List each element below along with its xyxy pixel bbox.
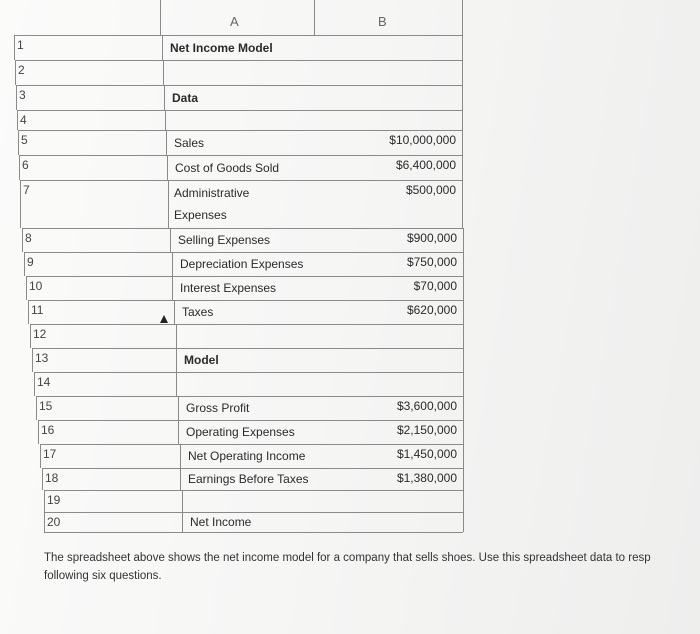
cell-label[interactable]: Net Income [190,515,252,529]
grid-line [15,60,462,61]
grid-line [463,396,464,420]
row-number[interactable]: 18 [45,471,59,485]
grid-line [463,228,464,252]
grid-line [463,372,464,396]
row-number[interactable]: 13 [35,351,49,365]
grid-line [18,130,462,131]
grid-line [176,324,177,348]
row-number[interactable]: 16 [41,423,55,437]
instructions-paragraph [44,549,700,585]
column-header-b[interactable]: B [378,14,387,29]
grid-line [462,180,463,228]
grid-line [42,468,463,469]
grid-line [176,372,177,396]
cell-value[interactable]: $10,000,000 [389,133,456,147]
grid-line [463,252,464,276]
grid-line [16,85,462,86]
instructions-line-2: following six questions. [44,570,162,582]
grid-line [462,35,463,60]
cell-value[interactable]: $6,400,000 [395,158,456,172]
grid-line [26,276,27,300]
grid-line [44,532,463,533]
grid-line [463,490,464,512]
grid-line [167,155,168,180]
grid-line [462,110,463,130]
grid-line [26,276,463,277]
grid-line [44,512,463,513]
grid-line [22,228,23,252]
row-number[interactable]: 14 [37,375,51,389]
row-number[interactable]: 9 [27,255,34,269]
grid-line [44,490,45,512]
row-number[interactable]: 15 [39,399,53,413]
row-number[interactable]: 2 [18,63,25,77]
cell-label[interactable]: Cost of Goods Sold [175,160,280,175]
grid-line [38,420,463,421]
grid-line [17,110,462,111]
grid-line [17,110,18,130]
grid-line [162,35,163,60]
grid-line [182,512,183,532]
grid-line [178,396,179,420]
grid-line [463,300,464,324]
grid-line [20,180,462,181]
cell-label[interactable]: Operating Expenses [186,425,295,439]
row-number[interactable]: 6 [22,158,29,172]
grid-line [24,252,463,253]
grid-line [18,130,19,155]
cell-label[interactable]: Net Income Model [170,40,273,55]
grid-line [15,60,16,85]
grid-line [19,155,462,156]
grid-line [19,155,20,180]
cell-value[interactable]: $1,380,000 [396,471,457,485]
cell-label[interactable]: Taxes [182,305,214,319]
grid-line [462,85,463,110]
instructions-line-1: The spreadsheet above shows the net income model for a company that sells shoes. Use this spreadsheet data to resp [44,552,651,564]
row-number[interactable]: 5 [21,133,28,147]
grid-line [463,512,464,532]
grid-line [168,180,169,228]
cell-label[interactable]: Model [184,353,219,367]
cell-value[interactable]: $900,000 [406,231,457,245]
cell-value[interactable]: $3,600,000 [396,399,457,413]
grid-line [34,372,463,373]
grid-line [463,468,464,490]
grid-line [160,0,161,35]
grid-line [28,300,463,301]
cell-label[interactable]: Net Operating Income [188,449,306,463]
cell-label[interactable]: Sales [174,135,205,150]
grid-line [462,0,463,35]
grid-line [172,276,173,300]
grid-line [463,420,464,444]
grid-line [174,300,175,324]
row-number[interactable]: 3 [19,88,26,102]
grid-line [462,155,463,180]
row-number[interactable]: 20 [47,515,61,529]
grid-line [180,444,181,468]
cell-value[interactable]: $750,000 [406,255,457,269]
grid-line [42,468,43,490]
grid-line [20,180,21,228]
cell-label-administrative-1[interactable]: Administrative [174,186,250,200]
row-number[interactable]: 8 [25,231,32,245]
grid-line [32,348,463,349]
row-number[interactable]: 10 [29,279,43,293]
cell-label[interactable]: Data [172,90,199,105]
row-number[interactable]: 12 [33,327,47,341]
grid-line [463,324,464,348]
grid-line [32,348,33,372]
grid-line [44,512,45,532]
column-header-a[interactable]: A [230,14,239,29]
mouse-cursor-icon [160,315,168,323]
grid-line [36,396,463,397]
cell-value[interactable]: $500,000 [405,183,456,197]
cell-label-administrative-2[interactable]: Expenses [174,208,227,222]
grid-line [170,228,171,252]
grid-line [30,324,463,325]
grid-line [163,60,164,85]
cell-label[interactable]: Selling Expenses [178,233,271,247]
grid-line [463,348,464,372]
row-number[interactable]: 19 [47,493,61,507]
grid-line [40,444,463,445]
grid-line [30,324,31,348]
grid-line [164,85,165,110]
grid-line [44,490,463,491]
grid-line [172,252,173,276]
grid-line [40,444,41,468]
grid-line [463,276,464,300]
grid-line [178,420,179,444]
row-number[interactable]: 11 [31,303,44,317]
grid-line [166,130,167,155]
grid-line [176,348,177,372]
grid-line [16,85,17,110]
grid-line [165,110,166,130]
grid-line [462,130,463,155]
row-number[interactable]: 7 [23,183,30,197]
cell-value[interactable]: $1,450,000 [396,447,457,461]
grid-line [24,252,25,276]
cell-label[interactable]: Gross Profit [186,401,250,415]
cell-value[interactable]: $620,000 [406,303,457,317]
grid-line [28,300,29,324]
grid-line [34,372,35,396]
grid-line [22,228,463,229]
grid-line [182,490,183,512]
cell-label[interactable]: Depreciation Expenses [180,257,304,271]
grid-line [38,420,39,444]
cell-value[interactable]: $2,150,000 [396,423,457,437]
row-number[interactable]: 17 [43,447,57,461]
row-number[interactable]: 1 [17,38,24,52]
grid-line [14,35,462,36]
row-number[interactable]: 4 [20,113,27,127]
grid-line [36,396,37,420]
cell-label[interactable]: Interest Expenses [180,281,277,295]
grid-line [462,60,463,85]
cell-label[interactable]: Earnings Before Taxes [188,472,309,486]
cell-value[interactable]: $70,000 [413,279,457,293]
grid-line [314,0,315,35]
grid-line [180,468,181,490]
grid-line [463,444,464,468]
grid-line [14,35,15,60]
